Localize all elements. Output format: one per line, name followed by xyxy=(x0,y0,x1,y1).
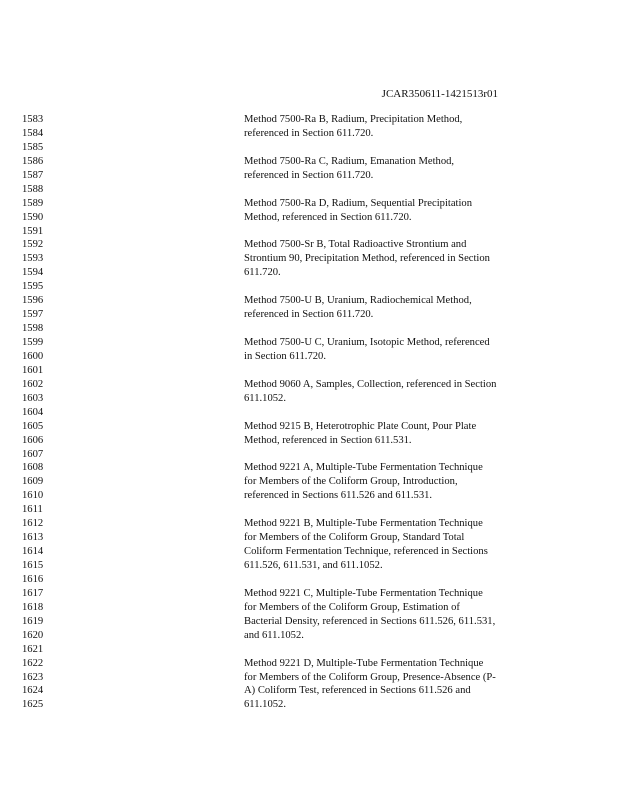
document-line xyxy=(0,475,618,489)
document-line xyxy=(0,197,618,211)
line-number: 1595 xyxy=(22,281,44,293)
document-line xyxy=(0,420,618,434)
document-line xyxy=(0,364,618,378)
line-text: Method 9060 A, Samples, Collection, referenced in Section xyxy=(244,378,497,390)
line-text: 611.1052. xyxy=(244,392,286,404)
line-number: 1597 xyxy=(22,309,44,321)
line-number: 1625 xyxy=(22,699,44,711)
line-text: Method 7500-Ra D, Radium, Sequential Precipitation xyxy=(244,197,473,209)
line-text: 611.526, 611.531, and 611.1052. xyxy=(244,560,383,571)
document-line xyxy=(0,503,618,517)
document-line xyxy=(0,238,618,252)
document-line xyxy=(0,406,618,420)
document-line xyxy=(0,657,618,671)
line-text: referenced in Section 611.720. xyxy=(244,169,374,181)
line-text: Strontium 90, Precipitation Method, referenced in Section xyxy=(244,253,490,265)
document-line xyxy=(0,489,618,503)
document-line xyxy=(0,615,618,629)
document-line xyxy=(0,266,618,280)
line-text: Method 9221 B, Multiple-Tube Fermentation Technique xyxy=(244,518,483,530)
line-text: Method 9221 A, Multiple-Tube Fermentation Technique xyxy=(244,462,483,474)
line-number: 1585 xyxy=(22,141,44,153)
line-number: 1615 xyxy=(22,560,44,571)
line-number: 1612 xyxy=(22,518,44,530)
line-text: Method 9215 B, Heterotrophic Plate Count, Pour Plate xyxy=(244,420,477,432)
line-number: 1623 xyxy=(22,671,44,683)
document-line xyxy=(0,461,618,475)
line-text: for Members of the Coliform Group, Introduction, xyxy=(244,476,458,488)
document-line xyxy=(0,155,618,169)
line-text: referenced in Section 611.720. xyxy=(244,127,374,139)
line-number: 1600 xyxy=(22,350,44,362)
line-text: Bacterial Density, referenced in Sections 611.526, 611.531, xyxy=(244,615,496,627)
document-line xyxy=(0,517,618,531)
line-text: 611.1052. xyxy=(244,699,286,711)
document-line xyxy=(0,392,618,406)
line-number: 1583 xyxy=(22,114,44,125)
line-number: 1605 xyxy=(22,420,44,432)
document-line xyxy=(0,378,618,392)
document-line xyxy=(0,225,618,239)
line-text: Method 7500-Ra B, Radium, Precipitation Method, xyxy=(244,114,463,125)
document-line xyxy=(0,294,618,308)
document-line xyxy=(0,559,618,573)
line-number: 1622 xyxy=(22,657,44,669)
line-number: 1602 xyxy=(22,378,44,390)
line-text: Method 7500-Sr B, Total Radioactive Strontium and xyxy=(244,239,467,251)
document-line xyxy=(0,252,618,266)
line-number: 1618 xyxy=(22,601,44,613)
numbered-lines xyxy=(0,113,618,712)
line-number: 1616 xyxy=(22,573,44,585)
line-number: 1604 xyxy=(22,406,44,418)
line-text: and 611.1052. xyxy=(244,629,304,641)
line-number: 1592 xyxy=(22,239,44,251)
document-line xyxy=(0,448,618,462)
document-line xyxy=(0,127,618,141)
line-text: for Members of the Coliform Group, Presence-Absence (P- xyxy=(244,671,496,683)
document-id-header: JCAR350611-1421513r01 xyxy=(381,88,498,100)
document-line xyxy=(0,280,618,294)
line-number: 1584 xyxy=(22,127,44,139)
line-number: 1591 xyxy=(22,225,44,237)
line-number: 1601 xyxy=(22,364,44,376)
line-number: 1590 xyxy=(22,211,44,223)
line-text: 611.720. xyxy=(244,267,281,279)
line-text: referenced in Sections 611.526 and 611.531. xyxy=(244,490,433,502)
line-number: 1586 xyxy=(22,155,44,167)
line-text: for Members of the Coliform Group, Estimation of xyxy=(244,601,460,613)
document-line xyxy=(0,545,618,559)
line-number: 1609 xyxy=(22,476,44,488)
line-number: 1607 xyxy=(22,448,44,460)
line-text: Method 7500-Ra C, Radium, Emanation Method, xyxy=(244,155,455,167)
line-number: 1610 xyxy=(22,490,44,502)
line-number: 1620 xyxy=(22,629,44,641)
document-line xyxy=(0,211,618,225)
line-number: 1587 xyxy=(22,169,44,181)
line-number: 1588 xyxy=(22,183,44,195)
document-line xyxy=(0,169,618,183)
line-number: 1619 xyxy=(22,615,44,627)
document-line xyxy=(0,434,618,448)
document-line xyxy=(0,643,618,657)
document-line xyxy=(0,183,618,197)
line-text: for Members of the Coliform Group, Standard Total xyxy=(244,532,465,544)
line-number: 1599 xyxy=(22,337,44,348)
line-text: Method 7500-U C, Uranium, Isotopic Method, referenced xyxy=(244,337,490,348)
line-number: 1594 xyxy=(22,267,44,279)
document-line xyxy=(0,322,618,336)
document-line xyxy=(0,573,618,587)
line-number: 1603 xyxy=(22,392,44,404)
line-number: 1608 xyxy=(22,462,44,474)
document-line xyxy=(0,698,618,712)
line-number: 1596 xyxy=(22,295,44,307)
line-text: A) Coliform Test, referenced in Sections 611.526 and xyxy=(244,685,471,697)
line-text: referenced in Section 611.720. xyxy=(244,309,374,321)
line-number: 1611 xyxy=(22,504,43,516)
document-line xyxy=(0,629,618,643)
line-number: 1598 xyxy=(22,323,44,335)
line-text: Method 9221 C, Multiple-Tube Fermentation Technique xyxy=(244,587,483,599)
line-text: Method 9221 D, Multiple-Tube Fermentation Technique xyxy=(244,657,484,669)
document-line xyxy=(0,350,618,364)
line-number: 1617 xyxy=(22,587,44,599)
line-text: Method 7500-U B, Uranium, Radiochemical Method, xyxy=(244,295,472,307)
line-number: 1593 xyxy=(22,253,44,265)
line-number: 1606 xyxy=(22,434,44,446)
document-line xyxy=(0,531,618,545)
line-number: 1621 xyxy=(22,643,44,655)
line-number: 1613 xyxy=(22,532,44,544)
document-line xyxy=(0,671,618,685)
line-number: 1624 xyxy=(22,685,44,697)
line-text: Coliform Fermentation Technique, referenced in Sections xyxy=(244,546,488,558)
line-number: 1614 xyxy=(22,546,44,558)
document-line xyxy=(0,141,618,155)
line-number: 1589 xyxy=(22,197,44,209)
line-text: in Section 611.720. xyxy=(244,350,326,362)
document-line xyxy=(0,587,618,601)
document-line xyxy=(0,336,618,350)
document-line xyxy=(0,601,618,615)
line-text: Method, referenced in Section 611.720. xyxy=(244,211,412,223)
document-line xyxy=(0,684,618,698)
document-line xyxy=(0,113,618,127)
line-text: Method, referenced in Section 611.531. xyxy=(244,434,412,446)
document-line xyxy=(0,308,618,322)
